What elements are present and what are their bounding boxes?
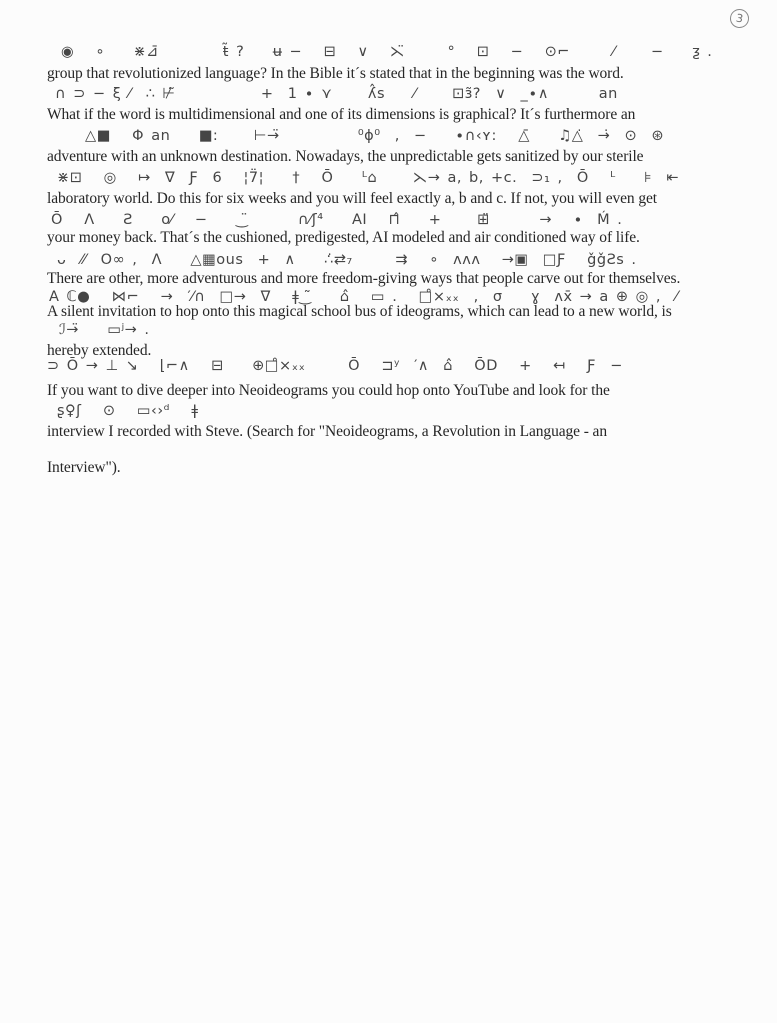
ideogram-row-5: Ō Λ Ƨ o⁄ − ‿̈ ∩⁄ʃ⁴ AI ⊓̂ + ⊞̈ → ∙ Ḿ .	[51, 212, 623, 228]
ideogram-row-4: ⋇⊡ ◎ ↦ ∇ Ƒ 6 ¦7̈¦ † Ō ᴸ⌂ ⋋→ a, b, +c. ⊃₁ , Ō ᴸ ⊧ ⇤	[57, 170, 680, 186]
text-line-11: Interview").	[47, 459, 121, 476]
ideogram-row-9: ⊃ Ō → ⊥ ↘ ⌊⌐∧ ⊟ ⊕□̊×ₓₓ Ō ⊐ʸ ′∧ ⌂̂ ŌD + ↤ Ƒ −	[47, 358, 623, 374]
handwritten-page-number: 3	[728, 7, 750, 29]
text-line-9: If you want to dive deeper into Neoideograms you could hop onto YouTube and look for the	[47, 382, 610, 399]
text-line-3: adventure with an unknown destination. Nowadays, the unpredictable gets sanitized by our sterile	[47, 148, 644, 165]
text-line-5: your money back. That´s the cushioned, predigested, AI modeled and air conditioned way of life.	[47, 229, 640, 246]
text-line-10: interview I recorded with Steve. (Search for "Neoideograms, a Revolution in Language - an	[47, 423, 607, 440]
ideogram-row-3: △■ Φ an ■: ⊢→̈ ⁰ɸ⁰ , − ∙∩‹ʏ: △̄ ♫△̇ →̇ ⊙ ⊛	[85, 128, 665, 144]
ideogram-row-8: ℐ→̈ ▭ʲ→ .	[59, 322, 150, 338]
ideogram-row-1: ◉ ∘ ⋇⊿̄ ŧ̃ ? ʉ − ⊟ ∨ ⋋̈ ° ⊡ − ⊙⌐ ⁄ − ƺ .	[61, 44, 713, 60]
text-line-2: What if the word is multidimensional and one of its dimensions is graphical? It´s furthermore an	[47, 106, 636, 123]
text-line-7: A silent invitation to hop onto this magical school bus of ideograms, which can lead to a new world, is	[47, 303, 672, 320]
text-line-8: hereby extended.	[47, 342, 152, 359]
text-line-6: There are other, more adventurous and more freedom-giving ways that people carve out for themselves.	[47, 270, 681, 287]
ideogram-row-6: ᴗ ⁄⁄ O∞ , Λ △▦ous + ∧ ∴̇⇄₇ ⇉ ∘ ʌʌʌ →▣ □Ƒ ǧǧƧs .	[57, 252, 637, 268]
text-line-1: group that revolutionized language? In the Bible it´s stated that in the beginning was the word.	[47, 65, 624, 82]
ideogram-row-10: ʂ♀ʃ ⊙ ▭‹›ᵈ ǂ	[57, 403, 199, 419]
ideogram-row-2: ∩ ⊃ − ξ ⁄ ∴ ⊬̃ + 1 ∙ ⋎ ʎ̂s ⁄ ⊡ɜ̃? ∨ _∙∧ an	[55, 86, 618, 102]
ideogram-row-7: A ℂ● ⋈⌐ → ′⁄∩ □→ ∇ ǂ‿̃ ⌂̂ ▭ . □̊×ₓₓ , σ ɣ ʌx̄ → a ⊕ ◎ , ⁄	[49, 289, 679, 305]
text-line-4: laboratory world. Do this for six weeks and you will feel exactly a, b and c. If not, you will even get	[47, 190, 657, 207]
document-content	[47, 0, 747, 1023]
